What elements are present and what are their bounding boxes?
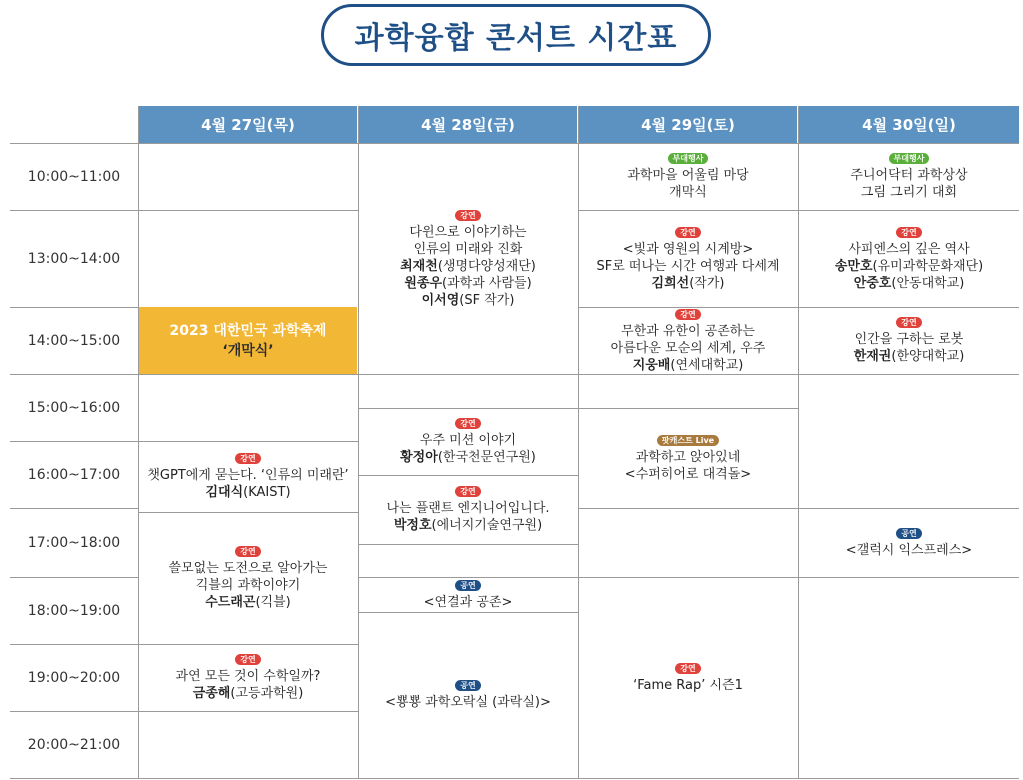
speaker-affiliation: (생명다양성재단) bbox=[437, 258, 536, 274]
podcast-badge: 팟캐스트 Live bbox=[657, 435, 719, 446]
event-cell-space-mission[interactable] bbox=[359, 409, 577, 475]
speaker-name: 김대식 bbox=[205, 485, 244, 500]
event-title: 사피엔스의 깊은 역사 bbox=[848, 241, 970, 257]
event-title: 긱블의 과학이야기 bbox=[195, 578, 301, 593]
speaker-affiliation: (한국천문연구원) bbox=[437, 450, 536, 465]
speaker-name: 김희선 bbox=[651, 275, 690, 291]
lecture-badge: 강연 bbox=[896, 317, 921, 328]
speaker-name: 수드래곤 bbox=[205, 595, 256, 610]
day-header-thu: 4월 27일(목) bbox=[139, 106, 357, 143]
event-cell-universe[interactable] bbox=[579, 308, 797, 374]
speaker-affiliation: (작가) bbox=[689, 275, 725, 291]
event-title: 그림 그리기 대회 bbox=[860, 185, 958, 200]
event-subtitle: ‘개막식’ bbox=[222, 342, 274, 359]
event-cell-arcade[interactable] bbox=[359, 613, 577, 778]
speaker-affiliation: (유미과학문화재단) bbox=[872, 258, 984, 274]
event-cell-chatgpt[interactable] bbox=[139, 442, 357, 512]
event-cell-robot[interactable] bbox=[799, 308, 1019, 374]
event-cell-village[interactable] bbox=[579, 144, 797, 210]
speaker-affiliation: (과학과 사람들) bbox=[442, 275, 532, 291]
time-label: 16:00~17:00 bbox=[27, 467, 121, 483]
speaker-name: 지웅배 bbox=[632, 357, 671, 373]
lecture-badge: 강연 bbox=[235, 654, 260, 665]
speaker-affiliation: (SF 작가) bbox=[459, 292, 515, 308]
day-header-fri: 4월 28일(금) bbox=[359, 106, 577, 143]
performance-badge: 공연 bbox=[455, 580, 480, 591]
event-title: 인류의 미래와 진화 bbox=[413, 241, 523, 257]
speaker-name: 안중호 bbox=[853, 275, 892, 291]
lecture-badge: 강연 bbox=[455, 418, 480, 429]
speaker-affiliation: (한양대학교) bbox=[891, 349, 965, 364]
performance-badge: 공연 bbox=[455, 680, 480, 691]
event-cell-junior-doctor[interactable] bbox=[799, 144, 1019, 210]
lecture-badge: 강연 bbox=[675, 309, 700, 320]
lecture-badge: 강연 bbox=[675, 227, 700, 238]
event-title: 과연 모든 것이 수학일까? bbox=[175, 669, 321, 684]
event-title: 다윈으로 이야기하는 bbox=[409, 224, 527, 240]
event-title: <갤럭시 익스프레스> bbox=[845, 542, 973, 558]
event-cell-math[interactable] bbox=[139, 645, 357, 711]
speaker-name: 금종해 bbox=[192, 686, 231, 701]
event-cell-sapiens[interactable] bbox=[799, 211, 1019, 307]
opening-ceremony-cell[interactable] bbox=[139, 307, 357, 374]
speaker-name: 최재천 bbox=[400, 258, 438, 274]
time-label: 20:00~21:00 bbox=[27, 737, 121, 753]
time-label: 15:00~16:00 bbox=[27, 400, 121, 416]
speaker-name: 이서영 bbox=[421, 292, 460, 308]
event-title: 챗GPT에게 묻는다. ‘인류의 미래란’ bbox=[147, 468, 349, 483]
time-label: 19:00~20:00 bbox=[27, 670, 121, 686]
event-title: 우주 미션 이야기 bbox=[419, 433, 517, 448]
event-title: 아름다운 모순의 세계, 우주 bbox=[610, 340, 766, 356]
event-title: 개막식 bbox=[669, 185, 707, 200]
page-title: 과학융합 콘서트 시간표 bbox=[321, 4, 711, 66]
event-title: ‘Fame Rap’ 시즌1 bbox=[633, 677, 743, 693]
event-title: 나는 플랜트 엔지니어입니다. bbox=[386, 501, 550, 516]
speaker-affiliation: (에너지기술연구원) bbox=[431, 518, 543, 533]
day-header-sat: 4월 29일(토) bbox=[579, 106, 797, 143]
event-title: 주니어닥터 과학상상 bbox=[850, 168, 968, 183]
lecture-badge: 강연 bbox=[896, 227, 921, 238]
lecture-badge: 강연 bbox=[235, 546, 260, 557]
lecture-badge: 강연 bbox=[455, 210, 480, 221]
speaker-name: 송만호 bbox=[834, 258, 873, 274]
time-label: 17:00~18:00 bbox=[27, 535, 121, 551]
event-cell-darwin[interactable] bbox=[359, 144, 577, 374]
event-title: 무한과 유한이 공존하는 bbox=[621, 323, 755, 339]
event-title: <수퍼히어로 대격돌> bbox=[624, 466, 752, 482]
speaker-name: 황정아 bbox=[400, 450, 438, 465]
side-event-badge: 부대행사 bbox=[889, 153, 930, 164]
time-label: 14:00~15:00 bbox=[27, 333, 121, 349]
lecture-badge: 강연 bbox=[455, 486, 480, 497]
speaker-affiliation: (안동대학교) bbox=[891, 275, 965, 291]
event-cell-podcast[interactable] bbox=[579, 409, 797, 508]
event-title: 2023 대한민국 과학축제 bbox=[169, 322, 327, 339]
performance-badge: 공연 bbox=[896, 528, 921, 539]
speaker-affiliation: (연세대학교) bbox=[670, 357, 744, 373]
speaker-name: 박정호 bbox=[393, 518, 432, 533]
event-cell-clock-shop[interactable] bbox=[579, 211, 797, 307]
speaker-affiliation: (긱블) bbox=[255, 595, 291, 610]
event-cell-galaxy-express[interactable] bbox=[799, 509, 1019, 577]
time-label: 18:00~19:00 bbox=[27, 603, 121, 619]
event-title: 과학마을 어울림 마당 bbox=[627, 168, 749, 183]
lecture-badge: 강연 bbox=[675, 663, 700, 674]
time-label: 13:00~14:00 bbox=[27, 251, 121, 267]
event-title: <뿅뿅 과학오락실 (과락실)> bbox=[385, 695, 551, 710]
event-cell-connection[interactable] bbox=[359, 578, 577, 612]
side-event-badge: 부대행사 bbox=[668, 153, 709, 164]
time-label: 10:00~11:00 bbox=[27, 169, 121, 185]
event-title: 인간을 구하는 로봇 bbox=[854, 332, 964, 347]
lecture-badge: 강연 bbox=[235, 453, 260, 464]
event-title: <연결과 공존> bbox=[423, 594, 513, 610]
speaker-affiliation: (고등과학원) bbox=[230, 686, 304, 701]
speaker-affiliation: (KAIST) bbox=[243, 485, 291, 500]
event-cell-plant-engineer[interactable] bbox=[359, 476, 577, 544]
event-title: 쓸모없는 도전으로 알아가는 bbox=[168, 561, 328, 576]
event-cell-geekble[interactable] bbox=[139, 513, 357, 644]
event-title: SF로 떠나는 시간 여행과 다세계 bbox=[596, 258, 780, 274]
speaker-name: 한재권 bbox=[853, 349, 892, 364]
day-header-sun: 4월 30일(일) bbox=[799, 106, 1019, 143]
speaker-name: 원종우 bbox=[404, 275, 443, 291]
event-title: 과학하고 앉아있네 bbox=[635, 449, 741, 465]
event-cell-fame-rap[interactable] bbox=[579, 578, 797, 778]
event-title: <빛과 영원의 시계방> bbox=[622, 241, 754, 257]
